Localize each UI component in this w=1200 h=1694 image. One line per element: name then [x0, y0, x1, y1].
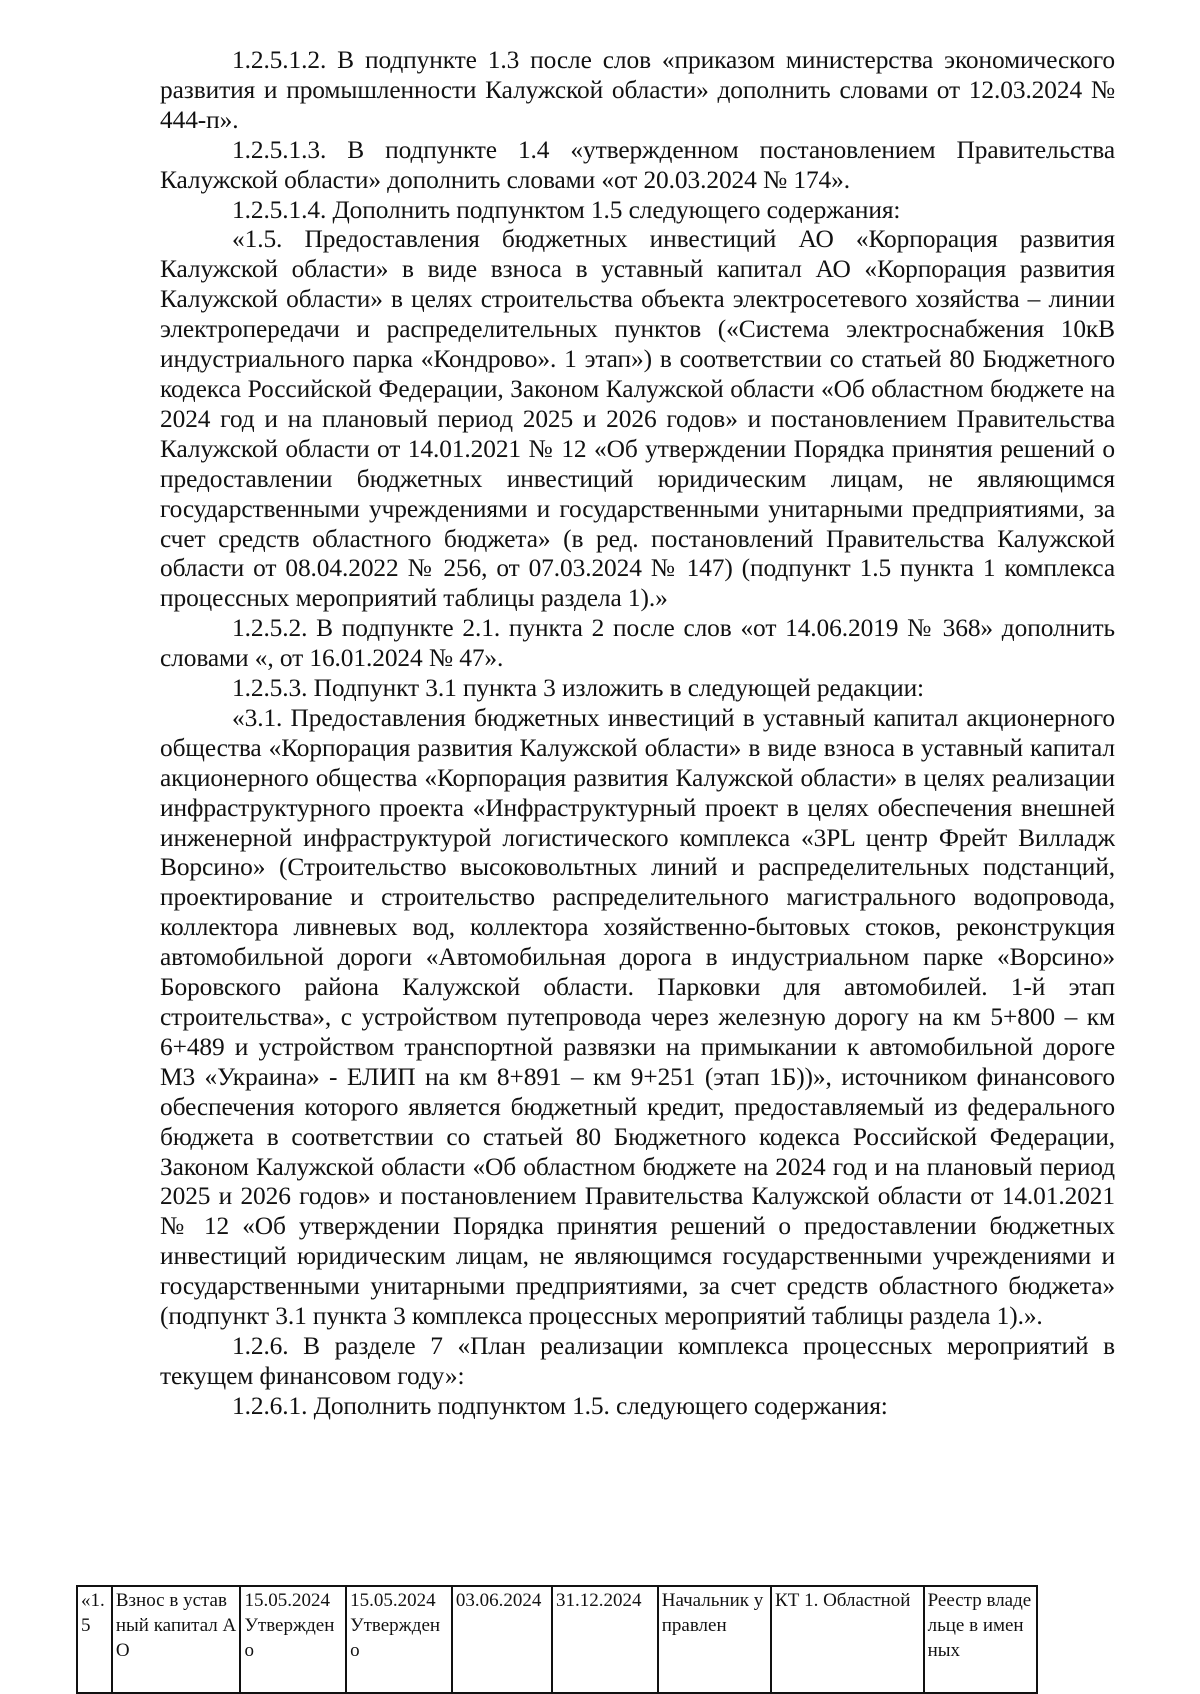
- paragraph-1-2-6-1: 1.2.6.1. Дополнить подпунктом 1.5. следующего содержания:: [232, 1391, 888, 1420]
- table-cell-document: Реестр владельце в именных: [924, 1586, 1037, 1693]
- table-cell-plan-end: 15.05.2024 Утверждено: [346, 1586, 452, 1693]
- table-row: [77, 1586, 1037, 1693]
- table-cell-responsible: Начальник управлен: [658, 1586, 771, 1693]
- document-body: [160, 46, 1115, 1422]
- table-cell-number: «1.5: [77, 1586, 112, 1693]
- table-cell-plan-start: 15.05.2024 Утверждено: [240, 1586, 346, 1693]
- paragraph-1-2-5-1-3: 1.2.5.1.3. В подпункте 1.4 «утвержденном постановлением Правительства Калужской области» дополнить словами «от 20.03.2024 № 174».: [160, 135, 1115, 194]
- paragraph-1-2-5-2: 1.2.5.2. В подпункте 2.1. пункта 2 после слов «от 14.06.2019 № 368» дополнить словами «, от 16.01.2024 № 47».: [160, 614, 1115, 673]
- paragraph-1-2-5-1-2: 1.2.5.1.2. В подпункте 1.3 после слов «приказом министерства экономического развития и промышленности Калужской области» дополнить словами от 12.03.2024 № 444-п».: [160, 46, 1115, 134]
- plan-table: [76, 1585, 1038, 1694]
- paragraph-1-2-6: 1.2.6. В разделе 7 «План реализации комплекса процессных мероприятий в текущем финансовом году»:: [160, 1331, 1115, 1390]
- table-cell-name: Взнос в уставный капитал АО: [112, 1586, 241, 1693]
- table-cell-date-from: 03.06.2024: [452, 1586, 552, 1693]
- table-cell-date-to: 31.12.2024: [552, 1586, 658, 1693]
- paragraph-quote-3-1: «3.1. Предоставления бюджетных инвестиций в уставный капитал акционерного общества «Корпорация развития Калужской области» в виде взноса в уставный капитал акционерного общества «Корпорация развития Калужской области» в целях реализации инфраструктурного проекта «Инфраструктурный проект в целях обеспечения внешней инженерной инфраструктурой логистического комплекса «3PL центр Фрейт Вилладж Ворсино» (Строительство высоковольтных линий и распределительных подстанций, проектирование и строительство распределительного магистрального водопровода, коллектора ливневых вод, коллектора хозяйственно-бытовых стоков, реконструкция автомобильной дороги «Автомобильная дорога в индустриальном парке «Ворсино» Боровского района Калужской области. Парковки для автомобилей. 1-й этап строительства», с устройством путепровода через железную дорогу на км 5+800 – км 6+489 и устройством транспортной развязки на примыкании к автомобильной дороге М3 «Украина» - ЕЛИП на км 8+891 – км 9+251 (этап 1Б))», источником финансового обеспечения которого является бюджетный кредит, предоставляемый из федерального бюджета в соответствии со статьей 80 Бюджетного кодекса Российской Федерации, Законом Калужской области «Об областном бюджете на 2024 год и на плановый период 2025 и 2026 годов» и постановлением Правительства Калужской области от 14.01.2021 № 12 «Об утверждении Порядка принятия решений о предоставлении бюджетных инвестиций юридическим лицам, не являющимся государственными учреждениями и государственными унитарными предприятиями, за счет средств областного бюджета» (подпункт 3.1 пункта 3 комплекса процессных мероприятий таблицы раздела 1).».: [160, 703, 1115, 1331]
- paragraph-quote-1-5: «1.5. Предоставления бюджетных инвестиций АО «Корпорация развития Калужской области» в виде взноса в уставный капитал АО «Корпорация развития Калужской области» в целях строительства объекта электросетевого хозяйства – линии электропередачи и распределительных пунктов («Система электроснабжения 10кВ индустриального парка «Кондрово». 1 этап») в соответствии со статьей 80 Бюджетного кодекса Российской Федерации, Законом Калужской области «Об областном бюджете на 2024 год и на плановый период 2025 и 2026 годов» и постановлением Правительства Калужской области от 14.01.2021 № 12 «Об утверждении Порядка принятия решений о предоставлении бюджетных инвестиций юридическим лицам, не являющимся государственными учреждениями и государственными унитарными предприятиями, за счет средств областного бюджета» (в ред. постановлений Правительства Калужской области от 08.04.2022 № 256, от 07.03.2024 № 147) (подпункт 1.5 пункта 1 комплекса процессных мероприятий таблицы раздела 1).»: [160, 225, 1115, 613]
- table-cell-control-point: КТ 1. Областной: [771, 1586, 924, 1693]
- paragraph-1-2-5-1-4: 1.2.5.1.4. Дополнить подпунктом 1.5 следующего содержания:: [232, 195, 901, 224]
- paragraph-1-2-5-3: 1.2.5.3. Подпункт 3.1 пункта 3 изложить в следующей редакции:: [232, 674, 925, 703]
